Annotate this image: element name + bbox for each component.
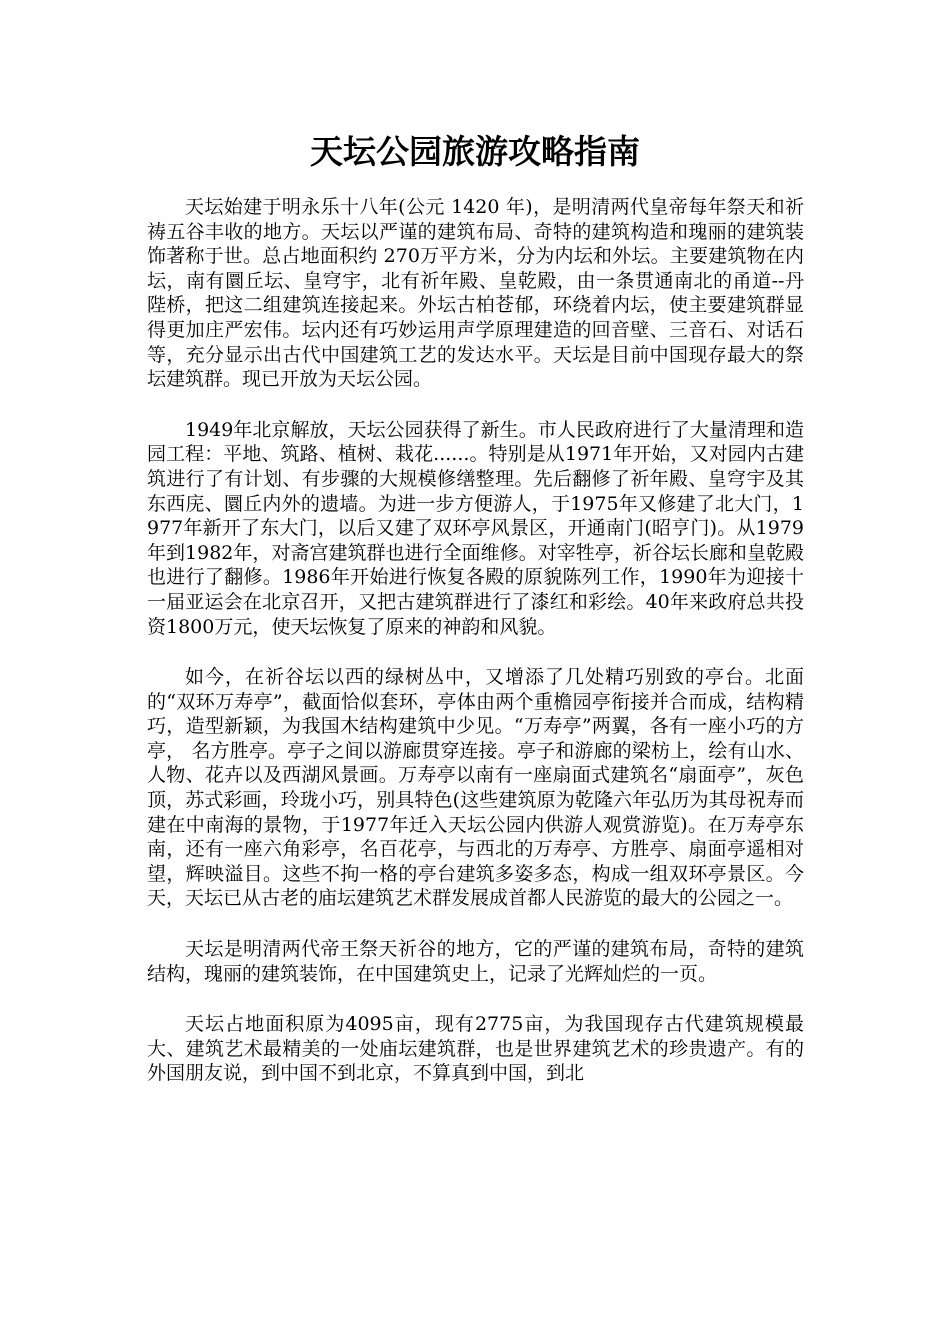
document-body bbox=[147, 195, 804, 1112]
paragraph-area: 天坛占地面积原为4095亩，现有2775亩，为我国现存古代建筑规模最大、建筑艺术最精美的一处庙坛建筑群，也是世界建筑艺术的珍贵遗产。有的外国朋友说，到中国不到北京，不算真到中国，到北 bbox=[147, 1013, 804, 1085]
paragraph-pavilions: 如今，在祈谷坛以西的绿树丛中，又增添了几处精巧别致的亭台。北面的“双环万寿亭”，截面恰似套环，亭体由两个重檐园亭衔接并合而成，结构精巧，造型新颖，为我国木结构建筑中少见。“万寿亭”两翼，各有一座小巧的方亭， 名方胜亭。亭子之间以游廊贯穿连接。亭子和游廊的梁枋上，绘有山水、人物、花卉以及西湖风景画。万寿亭以南有一座扇面式建筑名“扇面亭”，灰色顶，苏式彩画，玲珑小巧，别具特色(这些建筑原为乾隆六年弘历为其母祝寿而建在中南海的景物，于1977年迁入天坛公园内供游人观赏游览)。在万寿亭东南，还有一座六角彩亭，名百花亭，与西北的万寿亭、方胜亭、扇面亭遥相对望，辉映溢目。这些不拘一格的亭台建筑多姿多态，构成一组双环亭景区。今天，天坛已从古老的庙坛建筑艺术群发展成首都人民游览的最大的公园之一。 bbox=[147, 666, 804, 910]
document-title: 天坛公园旅游攻略指南 bbox=[310, 132, 640, 171]
paragraph-significance: 天坛是明清两代帝王祭天祈谷的地方，它的严谨的建筑布局，奇特的建筑结构，瑰丽的建筑装饰，在中国建筑史上，记录了光辉灿烂的一页。 bbox=[147, 938, 804, 985]
paragraph-restoration: 1949年北京解放，天坛公园获得了新生。市人民政府进行了大量清理和造园工程：平地、筑路、植树、栽花......。特别是从1971年开始，又对园内古建筑进行了有计划、有步骤的大规模修缮整理。先后翻修了祈年殿、皇穹宇及其东西庑、圜丘内外的遗墙。为进一步方便游人，于1975年又修建了北大门，1977年新开了东大门，以后又建了双环亭风景区，开通南门(昭亨门)。从1979年到1982年，对斋宫建筑群也进行全面维修。对宰牲亭，祈谷坛长廊和皇乾殿也进行了翻修。1986年开始进行恢复各殿的原貌陈列工作，1990年为迎接十一届亚运会在北京召开，又把古建筑群进行了漆红和彩绘。40年来政府总共投资1800万元，使天坛恢复了原来的神韵和风貌。 bbox=[147, 418, 804, 638]
paragraph-history: 天坛始建于明永乐十八年(公元 1420 年)，是明清两代皇帝每年祭天和祈祷五谷丰收的地方。天坛以严谨的建筑布局、奇特的建筑构造和瑰丽的建筑装饰著称于世。总占地面积约 270万平方米，分为内坛和外坛。主要建筑物在内坛，南有圜丘坛、皇穹宇，北有祈年殿、皇乾殿，由一条贯通南北的甬道--丹陛桥，把这二组建筑连接起来。外坛古柏苍郁，环绕着内坛，使主要建筑群显得更加庄严宏伟。坛内还有巧妙运用声学原理建造的回音壁、三音石、对话石等，充分显示出古代中国建筑工艺的发达水平。天坛是目前中国现存最大的祭坛建筑群。现已开放为天坛公园。 bbox=[147, 196, 804, 391]
